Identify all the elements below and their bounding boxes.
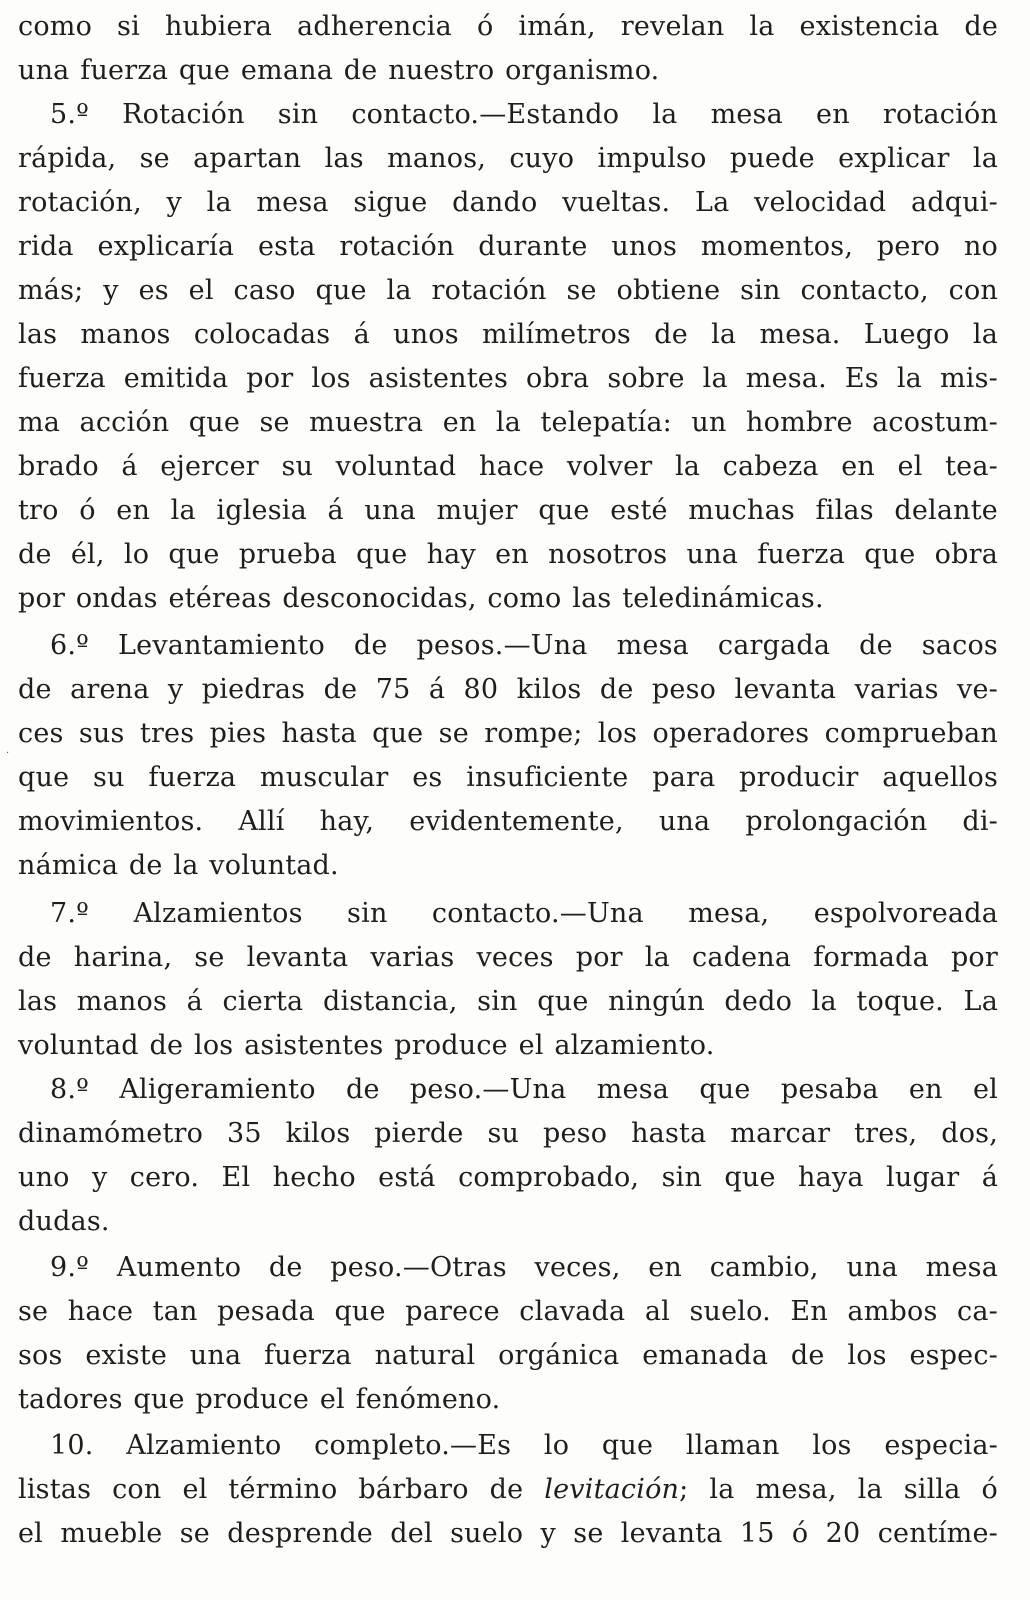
text-line: sos existe una fuerza natural orgánica emanada de los espec- xyxy=(18,1340,998,1371)
text-line: las manos colocadas á unos milímetros de la mesa. Luego la xyxy=(18,319,998,350)
paragraph-7-start: 7.º Alzamientos sin contacto.—Una mesa, espolvoreada xyxy=(50,898,998,929)
text-line: fuerza emitida por los asistentes obra sobre la mesa. Es la mis- xyxy=(18,363,998,394)
text-line: una fuerza que emana de nuestro organismo. xyxy=(18,55,660,86)
text-line: dudas. xyxy=(18,1206,110,1237)
paragraph-5-start: 5.º Rotación sin contacto.—Estando la mesa en rotación xyxy=(50,99,998,130)
text-line: el mueble se desprende del suelo y se levanta 15 ó 20 centíme- xyxy=(18,1518,998,1549)
text-line: de arena y piedras de 75 á 80 kilos de peso levanta varias ve- xyxy=(18,674,998,705)
text-line: tadores que produce el fenómeno. xyxy=(18,1384,501,1415)
paragraph-6-start: 6.º Levantamiento de pesos.—Una mesa cargada de sacos xyxy=(50,630,998,661)
text-line: brado á ejercer su voluntad hace volver la cabeza en el tea- xyxy=(18,451,998,482)
text-line xyxy=(18,1468,998,1512)
paragraph-8-start: 8.º Aligeramiento de peso.—Una mesa que pesaba en el xyxy=(50,1074,998,1105)
text-line: rotación, y la mesa sigue dando vueltas. La velocidad adqui- xyxy=(18,187,998,218)
text-line: movimientos. Allí hay, evidentemente, una prolongación di- xyxy=(18,806,998,837)
text-line: voluntad de los asistentes produce el alzamiento. xyxy=(18,1030,715,1061)
text-line: ma acción que se muestra en la telepatía: un hombre acostum- xyxy=(18,407,998,438)
text-line: dinamómetro 35 kilos pierde su peso hasta marcar tres, dos, xyxy=(18,1118,998,1149)
text-line: como si hubiera adherencia ó imán, revelan la existencia de xyxy=(18,11,998,42)
text-line: se hace tan pesada que parece clavada al suelo. En ambos ca- xyxy=(18,1296,998,1327)
text-line: que su fuerza muscular es insuficiente para producir aquellos xyxy=(18,762,998,793)
text-line: rida explicaría esta rotación durante unos momentos, pero no xyxy=(18,231,998,262)
text-line: uno y cero. El hecho está comprobado, sin que haya lugar á xyxy=(18,1162,998,1193)
paragraph-10-start: 10. Alzamiento completo.—Es lo que llaman los especia- xyxy=(50,1430,998,1461)
text-line: más; y es el caso que la rotación se obtiene sin contacto, con xyxy=(18,275,998,306)
text-line: las manos á cierta distancia, sin que ningún dedo la toque. La xyxy=(18,986,998,1017)
print-speck: · xyxy=(6,748,10,759)
italic-term: levitación xyxy=(544,1474,680,1505)
text-segment: listas con el término bárbaro de xyxy=(18,1474,524,1505)
text-line: de harina, se levanta varias veces por la cadena formada por xyxy=(18,942,998,973)
paragraph-9-start: 9.º Aumento de peso.—Otras veces, en cambio, una mesa xyxy=(50,1252,998,1283)
text-line: por ondas etéreas desconocidas, como las teledinámicas. xyxy=(18,583,824,614)
text-line: ces sus tres pies hasta que se rompe; los operadores comprueban xyxy=(18,718,998,749)
text-line: námica de la voluntad. xyxy=(18,850,339,881)
text-line: tro ó en la iglesia á una mujer que esté muchas filas delante xyxy=(18,495,998,526)
text-line: de él, lo que prueba que hay en nosotros una fuerza que obra xyxy=(18,539,998,570)
text-segment: ; la mesa, la silla ó xyxy=(679,1474,998,1505)
text-line: rápida, se apartan las manos, cuyo impulso puede explicar la xyxy=(18,143,998,174)
